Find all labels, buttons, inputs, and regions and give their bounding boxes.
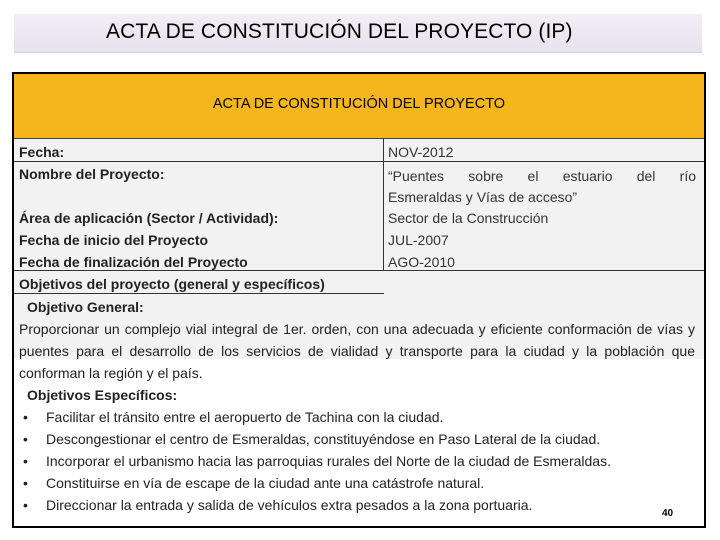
column-divider xyxy=(383,138,384,270)
page-title: ACTA DE CONSTITUCIÓN DEL PROYECTO (IP) xyxy=(106,20,573,43)
row-divider xyxy=(14,161,704,162)
nombre-value-word: el xyxy=(527,168,539,184)
fin-value: AGO-2010 xyxy=(388,254,455,270)
nombre-value-word: del xyxy=(636,168,656,184)
objetivos-especificos-label: Objetivos Específicos: xyxy=(27,387,178,403)
list-item-text: Constituirse en vía de escape de la ciudad ante una catástrofe natural. xyxy=(46,475,485,491)
row-divider xyxy=(14,293,384,294)
list-item xyxy=(19,494,695,516)
fecha-value: NOV-2012 xyxy=(388,144,454,160)
table-header-text: ACTA DE CONSTITUCIÓN DEL PROYECTO xyxy=(212,96,506,112)
list-item-text: Incorporar el urbanismo hacia las parroquias rurales del Norte de la ciudad de Esmeraldas. xyxy=(46,453,611,469)
list-item xyxy=(19,472,695,494)
fecha-label: Fecha: xyxy=(19,144,65,160)
inicio-label: Fecha de inicio del Proyecto xyxy=(19,232,209,248)
objetivos-especificos-list xyxy=(19,406,695,516)
nombre-label: Nombre del Proyecto: xyxy=(19,166,165,182)
nombre-value-line2: Esmeraldas y Vías de acceso” xyxy=(388,189,578,205)
list-item xyxy=(19,450,695,472)
objectives-section xyxy=(19,296,695,516)
list-item xyxy=(19,406,695,428)
area-value: Sector de la Construcción xyxy=(388,210,549,226)
bullet-icon: • xyxy=(23,497,28,513)
title-bar xyxy=(14,14,702,53)
row-divider xyxy=(14,270,384,271)
row-divider xyxy=(384,270,704,271)
bullet-icon: • xyxy=(23,475,28,491)
area-label: Área de aplicación (Sector / Actividad): xyxy=(19,210,279,226)
objetivos-label: Objetivos del proyecto (general y específicos) xyxy=(19,276,325,292)
nombre-value-word: sobre xyxy=(468,168,504,184)
bullet-icon: • xyxy=(23,409,28,425)
fin-label: Fecha de finalización del Proyecto xyxy=(19,254,248,270)
charter-table xyxy=(12,72,706,528)
page-number: 40 xyxy=(662,508,674,519)
nombre-value-word: estuario xyxy=(562,168,613,184)
objetivo-general-text: Proporcionar un complejo vial integral de 1er. orden, con una adecuada y eficiente conformación de vías y puentes para el desarrollo de los servicios de vialidad y transporte para la ciudad y la población que conforman la región y el país. xyxy=(19,321,695,381)
list-item xyxy=(19,428,695,450)
nombre-value-line1 xyxy=(388,166,696,187)
list-item-text: Direccionar la entrada y salida de vehículos extra pesados a la zona portuaria. xyxy=(46,497,533,513)
objetivo-general-label: Objetivo General: xyxy=(27,299,144,315)
list-item-text: Facilitar el tránsito entre el aeropuerto de Tachina con la ciudad. xyxy=(46,409,444,425)
nombre-value-word: río xyxy=(679,168,696,184)
bullet-icon: • xyxy=(23,431,28,447)
table-header xyxy=(14,74,704,139)
nombre-value-word: “Puentes xyxy=(388,168,445,184)
bullet-icon: • xyxy=(23,453,28,469)
inicio-value: JUL-2007 xyxy=(388,232,449,248)
nombre-value xyxy=(388,166,696,208)
list-item-text: Descongestionar el centro de Esmeraldas, constituyéndose en Paso Lateral de la ciudad. xyxy=(46,431,601,447)
